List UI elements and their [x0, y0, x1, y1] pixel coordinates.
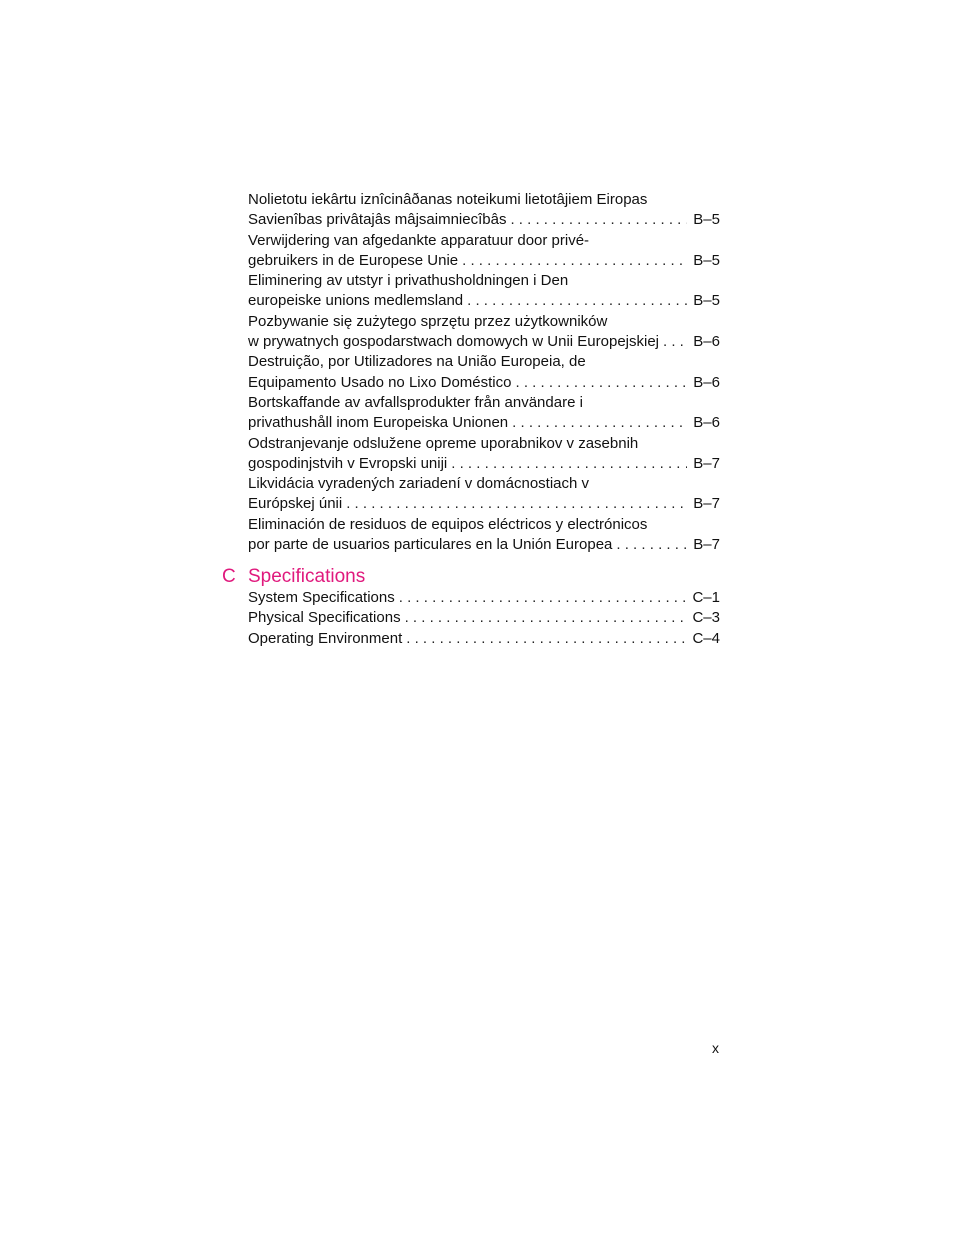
toc-page-number: C–3	[692, 609, 720, 627]
dot-leader	[510, 210, 687, 230]
toc-entry[interactable]	[248, 190, 720, 231]
toc-entry-title-line: Odstranjevanje odslužene opreme uporabnikov v zasebnih	[248, 434, 639, 452]
section-letter: C	[222, 566, 236, 587]
dot-leader	[512, 413, 687, 433]
toc-page-number: B–6	[693, 333, 720, 351]
toc-entry-title-line: Eliminación de residuos de equipos eléctricos y electrónicos	[248, 515, 648, 533]
toc-entry-title-line: Pozbywanie się zużytego sprzętu przez użytkowników	[248, 312, 608, 330]
dot-leader	[451, 454, 687, 474]
toc-entry-title-line: por parte de usuarios particulares en la Unión Europea	[248, 536, 613, 554]
toc-entry-title-line: System Specifications	[248, 589, 395, 606]
toc-entry-title-line: Equipamento Usado no Lixo Doméstico	[248, 373, 512, 391]
toc-entry-title-line: Savienîbas privâtajâs mâjsaimniecîbâs	[248, 211, 507, 229]
dot-leader	[467, 291, 687, 311]
toc-entry-title-line: Destruição, por Utilizadores na União Europeia, de	[248, 353, 586, 371]
dot-leader	[616, 535, 687, 555]
toc-page-number: B–6	[693, 373, 720, 391]
section-title: Specifications	[248, 566, 366, 587]
toc-page-number: C–4	[692, 629, 720, 647]
toc-entry-title-line: Physical Specifications	[248, 609, 401, 627]
toc-entry-title-line: privathushåll inom Europeiska Unionen	[248, 414, 509, 432]
toc-page-number: B–7	[693, 536, 720, 554]
toc-entry-title-line: Európskej únii	[248, 495, 343, 513]
dot-leader	[346, 494, 687, 514]
toc-page-number: B–7	[693, 495, 720, 513]
toc-entry[interactable]	[248, 474, 720, 515]
toc-entry[interactable]	[248, 231, 720, 272]
toc-appendix-b	[248, 190, 720, 555]
toc-entry[interactable]	[248, 608, 720, 628]
toc-entry[interactable]	[248, 312, 720, 353]
toc-appendix-c	[248, 588, 720, 649]
toc-entry-title-line: Operating Environment	[248, 629, 403, 647]
dot-leader	[462, 251, 687, 271]
toc-entry[interactable]	[248, 352, 720, 393]
toc-entry-title-line: Eliminering av utstyr i privathusholdningen i Den	[248, 272, 569, 290]
toc-entry-title-line: w prywatnych gospodarstwach domowych w Unii Europejskiej	[248, 333, 660, 351]
toc-entry-title-line: Likvidácia vyradených zariadení v domácnostiach v	[248, 475, 590, 493]
toc-entry-title-line: Bortskaffande av avfallsprodukter från användare i	[248, 393, 583, 411]
toc-entry-title-line: gebruikers in de Europese Unie	[248, 251, 459, 269]
dot-leader	[406, 629, 686, 649]
toc-entry-title-line: Nolietotu iekârtu iznîcinâðanas noteikumi lietotâjiem Eiropas	[248, 191, 648, 208]
toc-entry-title-line: europeiske unions medlemsland	[248, 292, 464, 310]
toc-entry[interactable]	[248, 434, 720, 475]
toc-entry-title-line: Verwijdering van afgedankte apparatuur door privé-	[248, 231, 590, 249]
dot-leader	[405, 608, 687, 628]
toc-page-number: B–5	[693, 251, 720, 269]
toc-entry[interactable]	[248, 271, 720, 312]
toc-entry[interactable]	[248, 515, 720, 556]
dot-leader	[515, 373, 687, 393]
toc-page-number: B–6	[693, 414, 720, 432]
toc-page-number: B–5	[693, 211, 720, 229]
toc-entry[interactable]	[248, 588, 720, 608]
page-number: x	[712, 1040, 719, 1056]
toc-entry[interactable]	[248, 393, 720, 434]
section-c-heading[interactable]	[222, 566, 365, 588]
toc-page-number: C–1	[692, 589, 720, 606]
toc-entry[interactable]	[248, 629, 720, 649]
dot-leader	[663, 332, 687, 352]
toc-page-number: B–7	[693, 454, 720, 472]
dot-leader	[399, 588, 687, 608]
toc-entry-title-line: gospodinjstvih v Evropski uniji	[248, 454, 448, 472]
toc-page-number: B–5	[693, 292, 720, 310]
